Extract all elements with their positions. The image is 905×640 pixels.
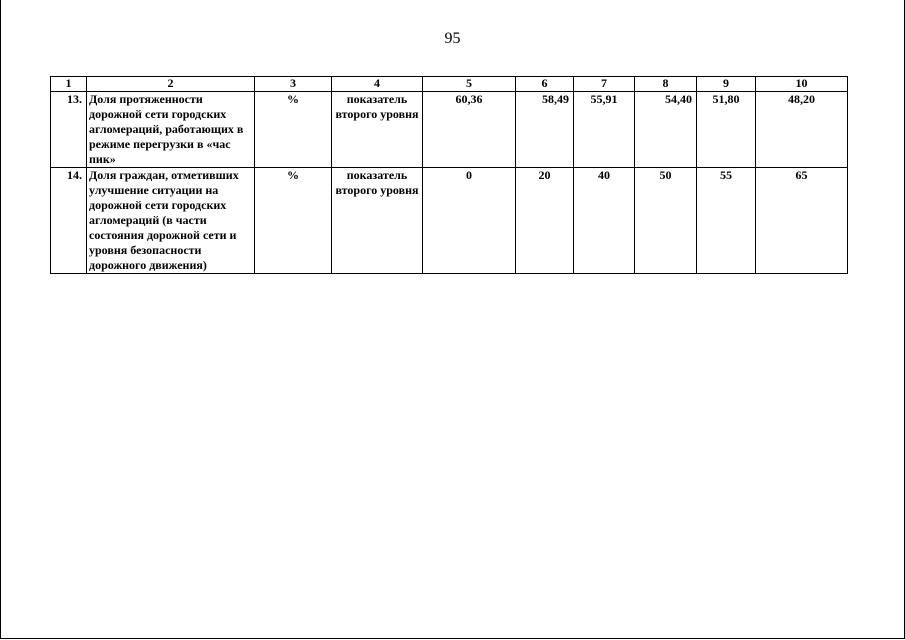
- value-cell: 65: [756, 168, 848, 274]
- table-row: [51, 168, 848, 274]
- row-index: 14.: [51, 168, 87, 274]
- row-index: 13.: [51, 92, 87, 168]
- value-cell: 20: [516, 168, 574, 274]
- value-cell: 60,36: [423, 92, 516, 168]
- value-cell: 58,49: [516, 92, 574, 168]
- table-header-row: [51, 77, 848, 92]
- value-cell: 48,20: [756, 92, 848, 168]
- value-cell: 40: [574, 168, 635, 274]
- unit-cell: %: [255, 92, 332, 168]
- page-number: 95: [444, 30, 461, 47]
- value-cell: 50: [635, 168, 697, 274]
- column-header: 1: [51, 77, 87, 92]
- column-header: 6: [516, 77, 574, 92]
- value-cell: 54,40: [635, 92, 697, 168]
- value-cell: 55,91: [574, 92, 635, 168]
- value-cell: 0: [423, 168, 516, 274]
- indicator-type: показатель второго уровня: [332, 92, 423, 168]
- column-header: 2: [87, 77, 255, 92]
- indicators-table: [50, 76, 848, 274]
- column-header: 7: [574, 77, 635, 92]
- value-cell: 55: [697, 168, 756, 274]
- unit-cell: %: [255, 168, 332, 274]
- column-header: 3: [255, 77, 332, 92]
- indicator-type: показатель второго уровня: [332, 168, 423, 274]
- column-header: 9: [697, 77, 756, 92]
- indicator-name: Доля протяженности дорожной сети городских агломераций, работающих в режиме перегрузки в «час пик»: [87, 92, 255, 168]
- table-row: [51, 92, 848, 168]
- value-cell: 51,80: [697, 92, 756, 168]
- column-header: 8: [635, 77, 697, 92]
- column-header: 10: [756, 77, 848, 92]
- indicator-name: Доля граждан, отметивших улучшение ситуации на дорожной сети городских агломераций (в части состояния дорожной сети и уровня безопасности дорожного движения): [87, 168, 255, 274]
- column-header: 5: [423, 77, 516, 92]
- column-header: 4: [332, 77, 423, 92]
